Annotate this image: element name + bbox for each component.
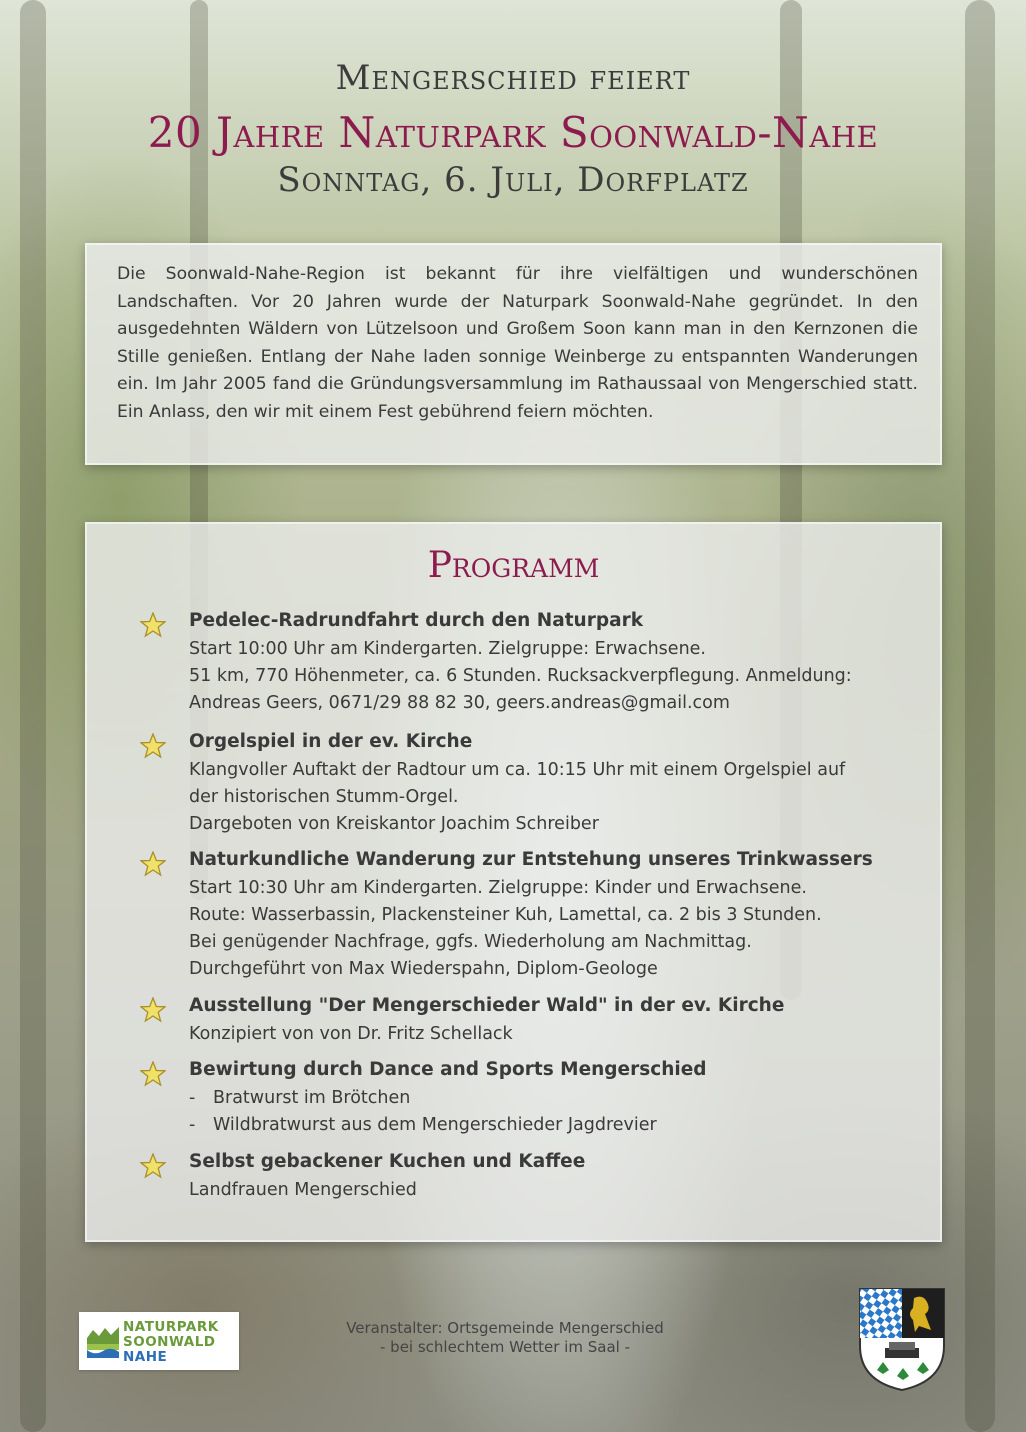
logo-text-1: NATURPARK: [123, 1319, 219, 1335]
list-dash: -: [189, 1115, 196, 1135]
program-item-title: Ausstellung "Der Mengerschieder Wald" in der ev. Kirche: [189, 995, 785, 1016]
program-item-line: Landfrauen Mengerschied: [189, 1180, 417, 1200]
naturpark-logo-icon: [85, 1322, 121, 1360]
weather-note: - bei schlechtem Wetter im Saal -: [380, 1338, 630, 1356]
program-item-title: Pedelec-Radrundfahrt durch den Naturpark: [189, 610, 643, 631]
header-subtitle: Mengerschied feiert: [335, 58, 691, 98]
logo-text-2: SOONWALD: [123, 1334, 216, 1350]
program-item-line: Andreas Geers, 0671/29 88 82 30, geers.andreas@gmail.com: [189, 693, 730, 713]
star-icon: [140, 1153, 166, 1179]
program-item-title: Naturkundliche Wanderung zur Entstehung unseres Trinkwassers: [189, 849, 873, 870]
coat-of-arms-icon: [857, 1286, 947, 1392]
program-item-title: Orgelspiel in der ev. Kirche: [189, 731, 473, 752]
program-item-line: Dargeboten von Kreiskantor Joachim Schreiber: [189, 814, 599, 834]
intro-text: Die Soonwald-Nahe-Region ist bekannt für ihre vielfältigen und wunderschönen Landschaften. Vor 20 Jahren wurde der Naturpark Soonwald-Nahe gegründet. In den ausgedehnten Wäldern von Lützelsoon und Großem Soon kann man in den Kernzonen die Stille genießen. Entlang der Nahe laden sonnige Weinberge zu entspannten Wanderungen ein. Im Jahr 2005 fand die Gründungsversammlung im Rathaussaal von Mengerschied statt. Ein Anlass, den wir mit einem Fest gebührend feiern möchten.: [117, 264, 918, 422]
background-trunk: [965, 0, 995, 1432]
program-item-line: Klangvoller Auftakt der Radtour um ca. 10:15 Uhr mit einem Orgelspiel auf: [189, 760, 846, 780]
program-item-line: Konzipiert von von Dr. Fritz Schellack: [189, 1024, 513, 1044]
program-item-line: der historischen Stumm-Orgel.: [189, 787, 459, 807]
program-item-line: Bei genügender Nachfrage, ggfs. Wiederholung am Nachmittag.: [189, 932, 752, 952]
organizer-text: Veranstalter: Ortsgemeinde Mengerschied: [346, 1319, 664, 1337]
program-item-line: Start 10:30 Uhr am Kindergarten. Zielgruppe: Kinder und Erwachsene.: [189, 878, 807, 898]
program-item-title: Selbst gebackener Kuchen und Kaffee: [189, 1151, 586, 1172]
program-item-line: 51 km, 770 Höhenmeter, ca. 6 Stunden. Rucksackverpflegung. Anmeldung:: [189, 666, 852, 686]
program-item-title: Bewirtung durch Dance and Sports Mengerschied: [189, 1059, 707, 1080]
page-title: 20 Jahre Naturpark Soonwald-Nahe: [147, 108, 879, 157]
event-date: Sonntag, 6. Juli, Dorfplatz: [277, 160, 749, 200]
star-icon: [140, 733, 166, 759]
list-dash: -: [189, 1088, 196, 1108]
program-item-line: Route: Wasserbassin, Plackensteiner Kuh, Lamettal, ca. 2 bis 3 Stunden.: [189, 905, 822, 925]
background-trunk: [20, 0, 46, 1432]
logo-text-3: NAHE: [123, 1349, 168, 1365]
star-icon: [140, 851, 166, 877]
program-title: Programm: [427, 545, 600, 586]
program-item-line: Bratwurst im Brötchen: [213, 1088, 411, 1108]
program-item-line: Wildbratwurst aus dem Mengerschieder Jagdrevier: [213, 1115, 657, 1135]
star-icon: [140, 1061, 166, 1087]
intro-panel: [85, 243, 942, 465]
star-icon: [140, 997, 166, 1023]
naturpark-logo: [79, 1312, 239, 1370]
program-item-line: Start 10:00 Uhr am Kindergarten. Zielgruppe: Erwachsene.: [189, 639, 706, 659]
star-icon: [140, 612, 166, 638]
program-item-line: Durchgeführt von Max Wiederspahn, Diplom-Geologe: [189, 959, 658, 979]
